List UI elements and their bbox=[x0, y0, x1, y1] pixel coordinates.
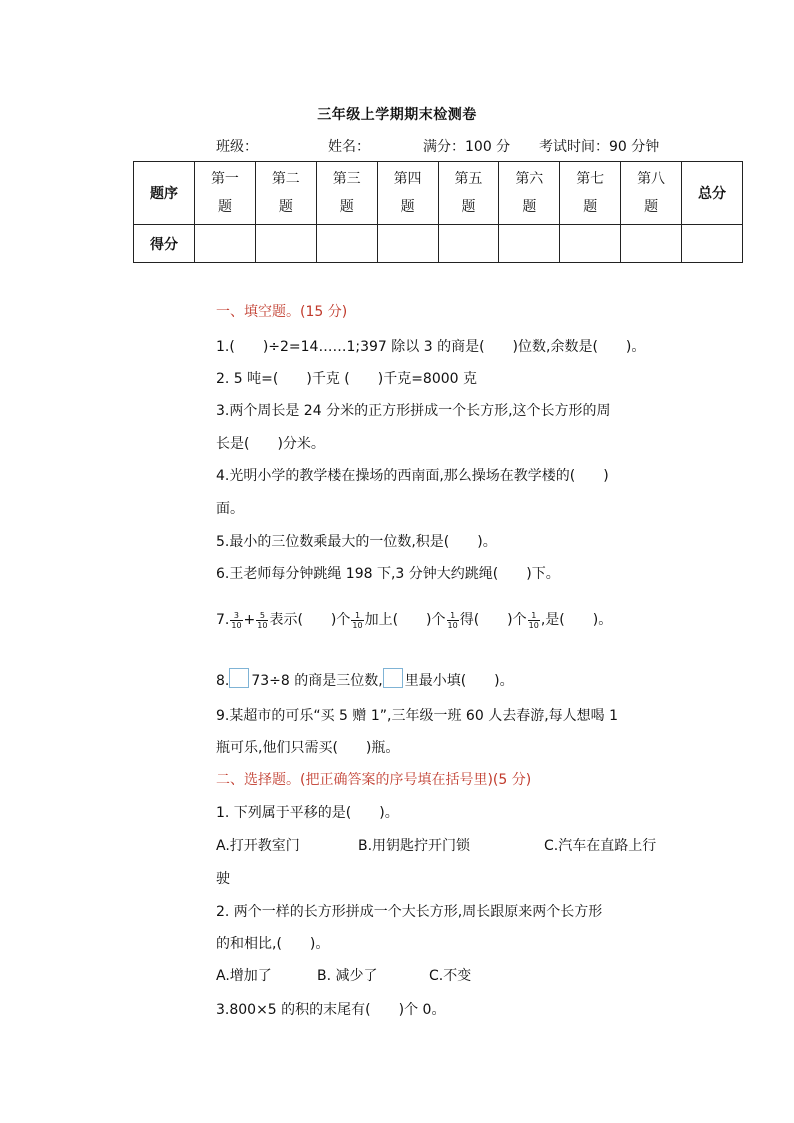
fraction: $\frac{1}{10}$ bbox=[528, 610, 539, 630]
fraction: $\frac{1}{10}$ bbox=[352, 610, 363, 630]
choice-1-wrap: 驶 bbox=[216, 871, 230, 887]
choice-1: 1. 下列属于平移的是( )。 bbox=[216, 805, 399, 821]
score-cell bbox=[195, 225, 256, 263]
name-label: 姓名： bbox=[328, 139, 370, 155]
question-cell: 第八 题 bbox=[621, 162, 682, 225]
blank-box-icon bbox=[229, 668, 249, 688]
option-c: C.不变 bbox=[429, 968, 472, 984]
full-score-label: 满分：100 分 bbox=[423, 139, 511, 155]
question-2: 2. 5 吨=( )千克 ( )千克=8000 克 bbox=[216, 371, 478, 387]
score-cell bbox=[255, 225, 316, 263]
page-title: 三年级上学期期末检测卷 bbox=[317, 107, 477, 123]
row-label-order: 题序 bbox=[134, 162, 195, 225]
fraction: $\frac{5}{10}$ bbox=[257, 610, 268, 630]
fraction: $\frac{3}{10}$ bbox=[231, 610, 242, 630]
question-cell: 第二 题 bbox=[255, 162, 316, 225]
option-b: B.用钥匙拧开门锁 bbox=[358, 838, 471, 854]
question-5: 5.最小的三位数乘最大的一位数,积是( )。 bbox=[216, 534, 497, 550]
option-b: B. 减少了 bbox=[317, 968, 378, 984]
choice-3: 3.800×5 的积的末尾有( )个 0。 bbox=[216, 1002, 446, 1018]
total-label: 总分 bbox=[682, 162, 743, 225]
choice-2-line-1: 2. 两个一样的长方形拼成一个大长方形,周长跟原来两个长方形 bbox=[216, 904, 603, 920]
question-9-line-2: 瓶可乐,他们只需买( )瓶。 bbox=[216, 740, 400, 756]
class-label: 班级： bbox=[216, 139, 258, 155]
score-cell bbox=[621, 225, 682, 263]
score-cell bbox=[316, 225, 377, 263]
question-3-line-1: 3.两个周长是 24 分米的正方形拼成一个长方形,这个长方形的周 bbox=[216, 403, 611, 419]
question-9-line-1: 9.某超市的可乐“买 5 赠 1”,三年级一班 60 人去春游,每人想喝 1 bbox=[216, 708, 618, 724]
section-heading-fill-blank: 一、填空题。(15 分) bbox=[216, 304, 348, 320]
score-cell bbox=[377, 225, 438, 263]
question-cell: 第一 题 bbox=[195, 162, 256, 225]
table-row bbox=[134, 225, 743, 263]
exam-time-label: 考试时间：90 分钟 bbox=[539, 139, 660, 155]
question-6: 6.王老师每分钟跳绳 198 下,3 分钟大约跳绳( )下。 bbox=[216, 566, 560, 582]
question-cell: 第三 题 bbox=[316, 162, 377, 225]
score-table bbox=[133, 161, 743, 263]
score-cell bbox=[682, 225, 743, 263]
question-3-line-2: 长是( )分米。 bbox=[216, 436, 325, 452]
choice-2-line-2: 的和相比,( )。 bbox=[216, 936, 330, 952]
table-row bbox=[134, 162, 743, 225]
section-heading-choice: 二、选择题。(把正确答案的序号填在括号里)(5 分) bbox=[216, 772, 532, 788]
question-8: 8. 73÷8 的商是三位数, 里最小填( )。 bbox=[216, 668, 514, 691]
row-label-score: 得分 bbox=[134, 225, 195, 263]
option-a: A.增加了 bbox=[216, 968, 272, 984]
score-cell bbox=[499, 225, 560, 263]
question-cell: 第四 题 bbox=[377, 162, 438, 225]
score-cell bbox=[560, 225, 621, 263]
score-cell bbox=[438, 225, 499, 263]
question-cell: 第五 题 bbox=[438, 162, 499, 225]
question-cell: 第六 题 bbox=[499, 162, 560, 225]
fraction: $\frac{1}{10}$ bbox=[447, 610, 458, 630]
question-7: 7. $\frac{3}{10}$ + $\frac{5}{10}$ 表示( )个 $\frac{1}{10}$ 加上( )个 $\frac{1}{10}$ 得( )个 $\frac{1}{10}$ ,是( )。 bbox=[216, 610, 613, 630]
question-4-line-2: 面。 bbox=[216, 501, 244, 517]
question-4-line-1: 4.光明小学的教学楼在操场的西南面,那么操场在教学楼的( ) bbox=[216, 468, 609, 484]
question-cell: 第七 题 bbox=[560, 162, 621, 225]
question-1: 1.( )÷2=14……1;397 除以 3 的商是( )位数,余数是( )。 bbox=[216, 339, 646, 355]
option-a: A.打开教室门 bbox=[216, 838, 300, 854]
option-c: C.汽车在直路上行 bbox=[544, 838, 657, 854]
blank-box-icon bbox=[383, 668, 403, 688]
